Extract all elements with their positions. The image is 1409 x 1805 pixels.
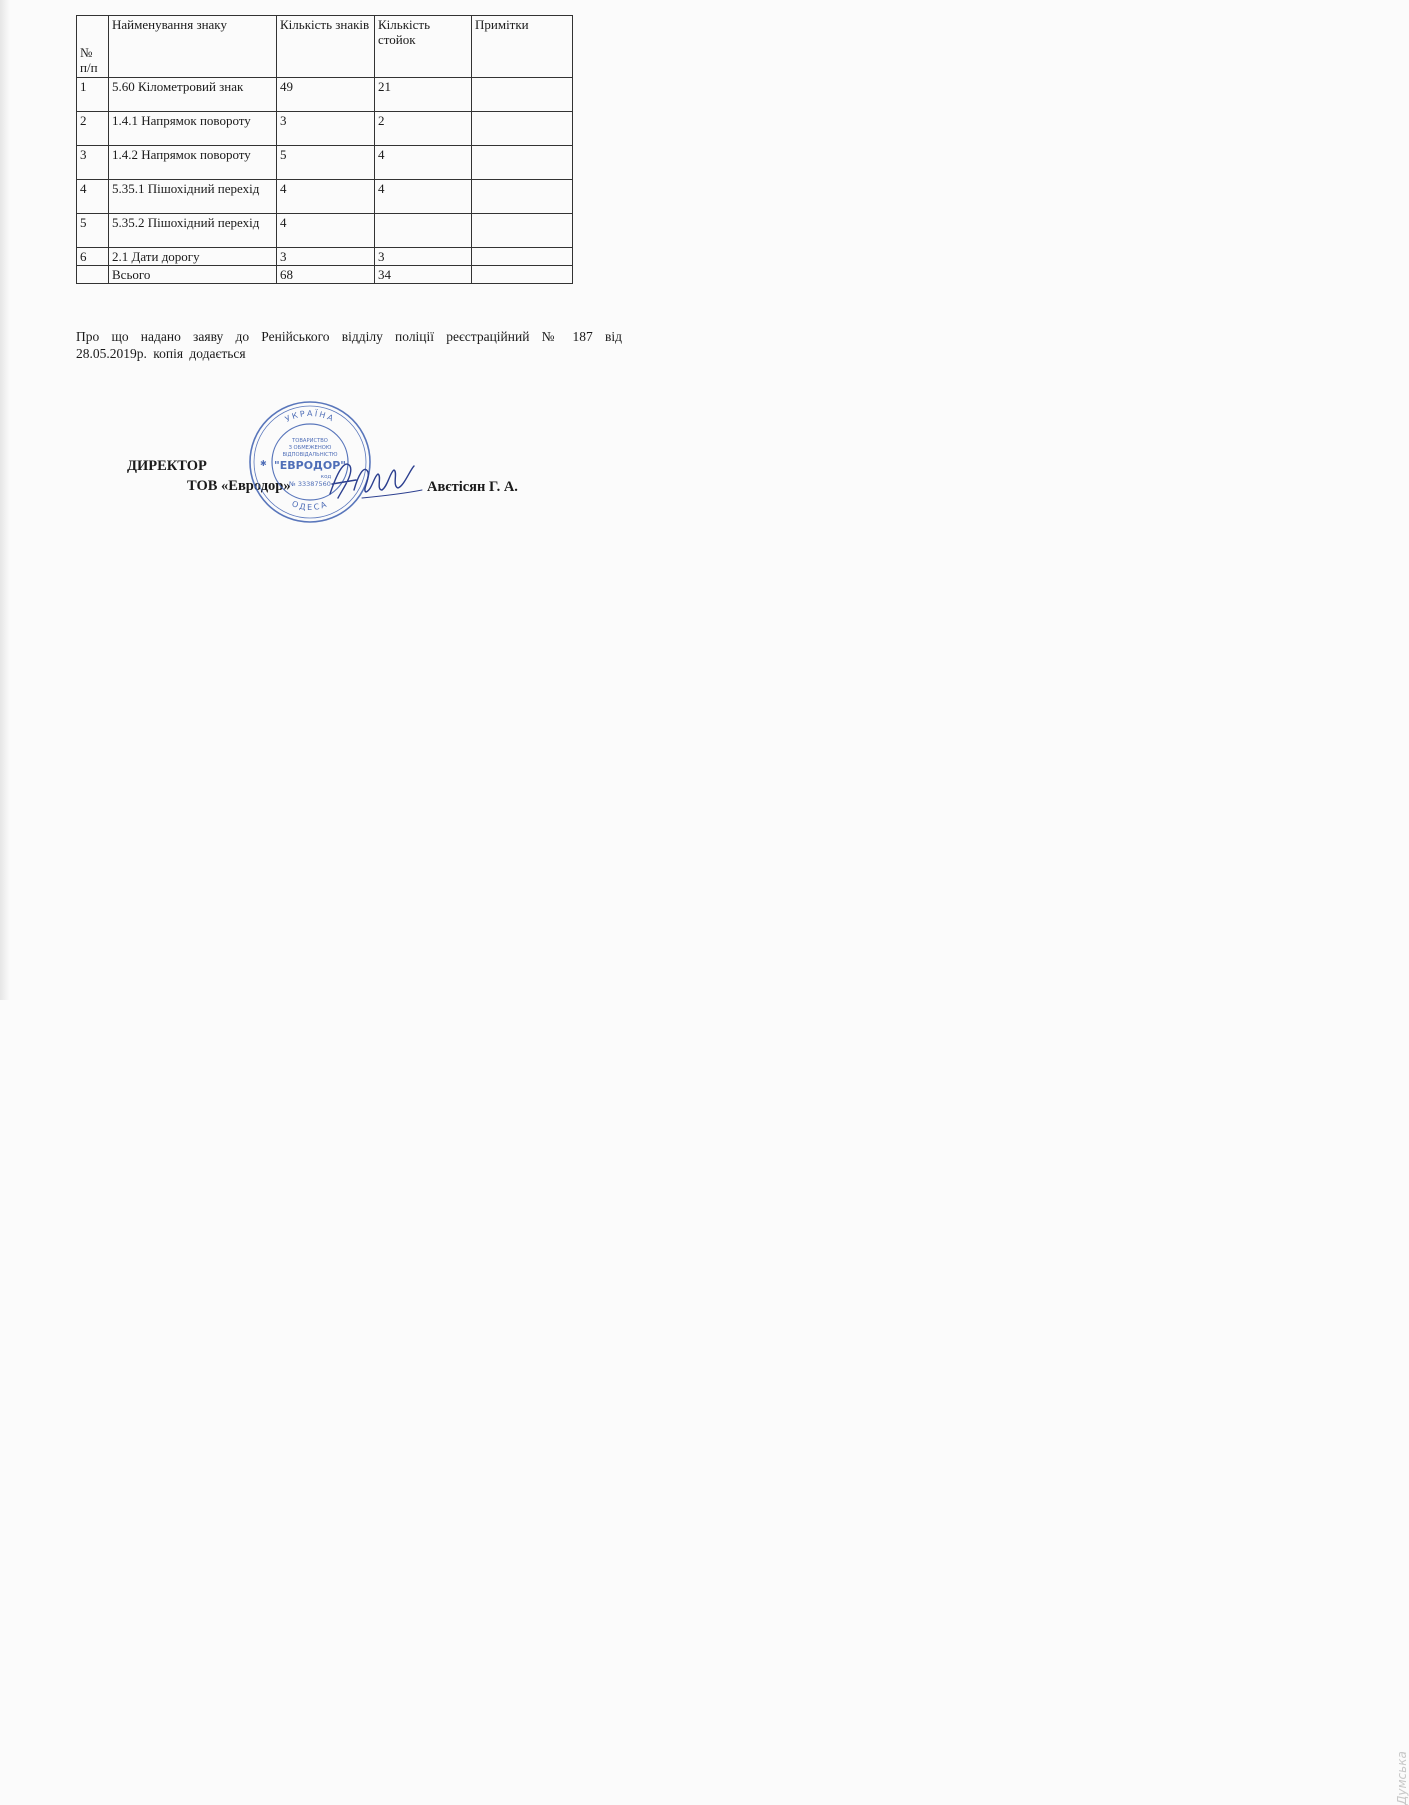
cell-posts: 4 [375,146,472,180]
cell-posts: 3 [375,248,472,266]
header-name: Найменування знаку [109,16,277,78]
watermark-text: Думська [1395,1751,1409,1805]
seal-line-3: ВІДПОВІДАЛЬНІСТЮ [282,452,338,458]
table-row [77,180,573,214]
company-name: ТОВ «Евродор» [187,478,291,494]
cell-signs: 4 [277,180,375,214]
cell-notes [472,214,573,248]
cell-signs: 3 [277,112,375,146]
cell-notes [472,78,573,112]
table-row [77,112,573,146]
cell-num: 6 [77,248,109,266]
director-title: ДИРЕКТОР [127,458,207,474]
header-notes: Примітки [472,16,573,78]
cell-signs: 3 [277,248,375,266]
cell-notes [472,180,573,214]
cell-name: 5.35.2 Пішохідний перехід [109,214,277,248]
cell-num: 1 [77,78,109,112]
header-num: № п/п [77,16,109,78]
cell-name: 5.35.1 Пішохідний перехід [109,180,277,214]
cell-notes [472,146,573,180]
total-num [77,266,109,284]
seal-company: "ЕВРОДОР" [274,459,346,472]
seal-line-1: ТОВАРИСТВО [292,438,328,444]
total-notes [472,266,573,284]
cell-signs: 5 [277,146,375,180]
cell-num: 4 [77,180,109,214]
table-header-row [77,16,573,78]
statement-paragraph: Про що надано заяву до Ренійського відділу поліції реєстраційний № 187 від 28.05.2019р. копія додається [76,329,622,361]
watermark-area [695,900,1409,1805]
signature-underline [362,490,422,498]
cell-num: 3 [77,146,109,180]
cell-posts: 21 [375,78,472,112]
seal-star-icon: ✱ [260,459,267,468]
total-label: Всього [109,266,277,284]
cell-posts: 2 [375,112,472,146]
cell-name: 1.4.1 Напрямок повороту [109,112,277,146]
cell-posts [375,214,472,248]
seal-bottom-text: ОДЕСА [290,499,330,513]
table-row [77,146,573,180]
table-row [77,248,573,266]
total-posts: 34 [375,266,472,284]
header-posts: Кількість стойок [375,16,472,78]
seal-code-label: код [320,474,332,480]
seal-code: № 33387560 [289,480,331,488]
total-signs: 68 [277,266,375,284]
table-row [77,78,573,112]
table-total-row [77,266,573,284]
seal-line-2: З ОБМЕЖЕНОЮ [288,445,332,451]
cell-name: 1.4.2 Напрямок повороту [109,146,277,180]
cell-name: 2.1 Дати дорогу [109,248,277,266]
cell-num: 2 [77,112,109,146]
director-name: Авєтісян Г. А. [427,479,518,495]
scan-edge-shadow [0,0,10,1000]
cell-notes [472,248,573,266]
cell-notes [472,112,573,146]
handwritten-signature [322,446,432,506]
road-signs-table [76,15,573,284]
cell-name: 5.60 Кілометровий знак [109,78,277,112]
cell-num: 5 [77,214,109,248]
table-row [77,214,573,248]
cell-signs: 4 [277,214,375,248]
cell-posts: 4 [375,180,472,214]
cell-signs: 49 [277,78,375,112]
seal-top-text: УКРАЇНА [283,408,337,424]
header-signs: Кількість знаків [277,16,375,78]
